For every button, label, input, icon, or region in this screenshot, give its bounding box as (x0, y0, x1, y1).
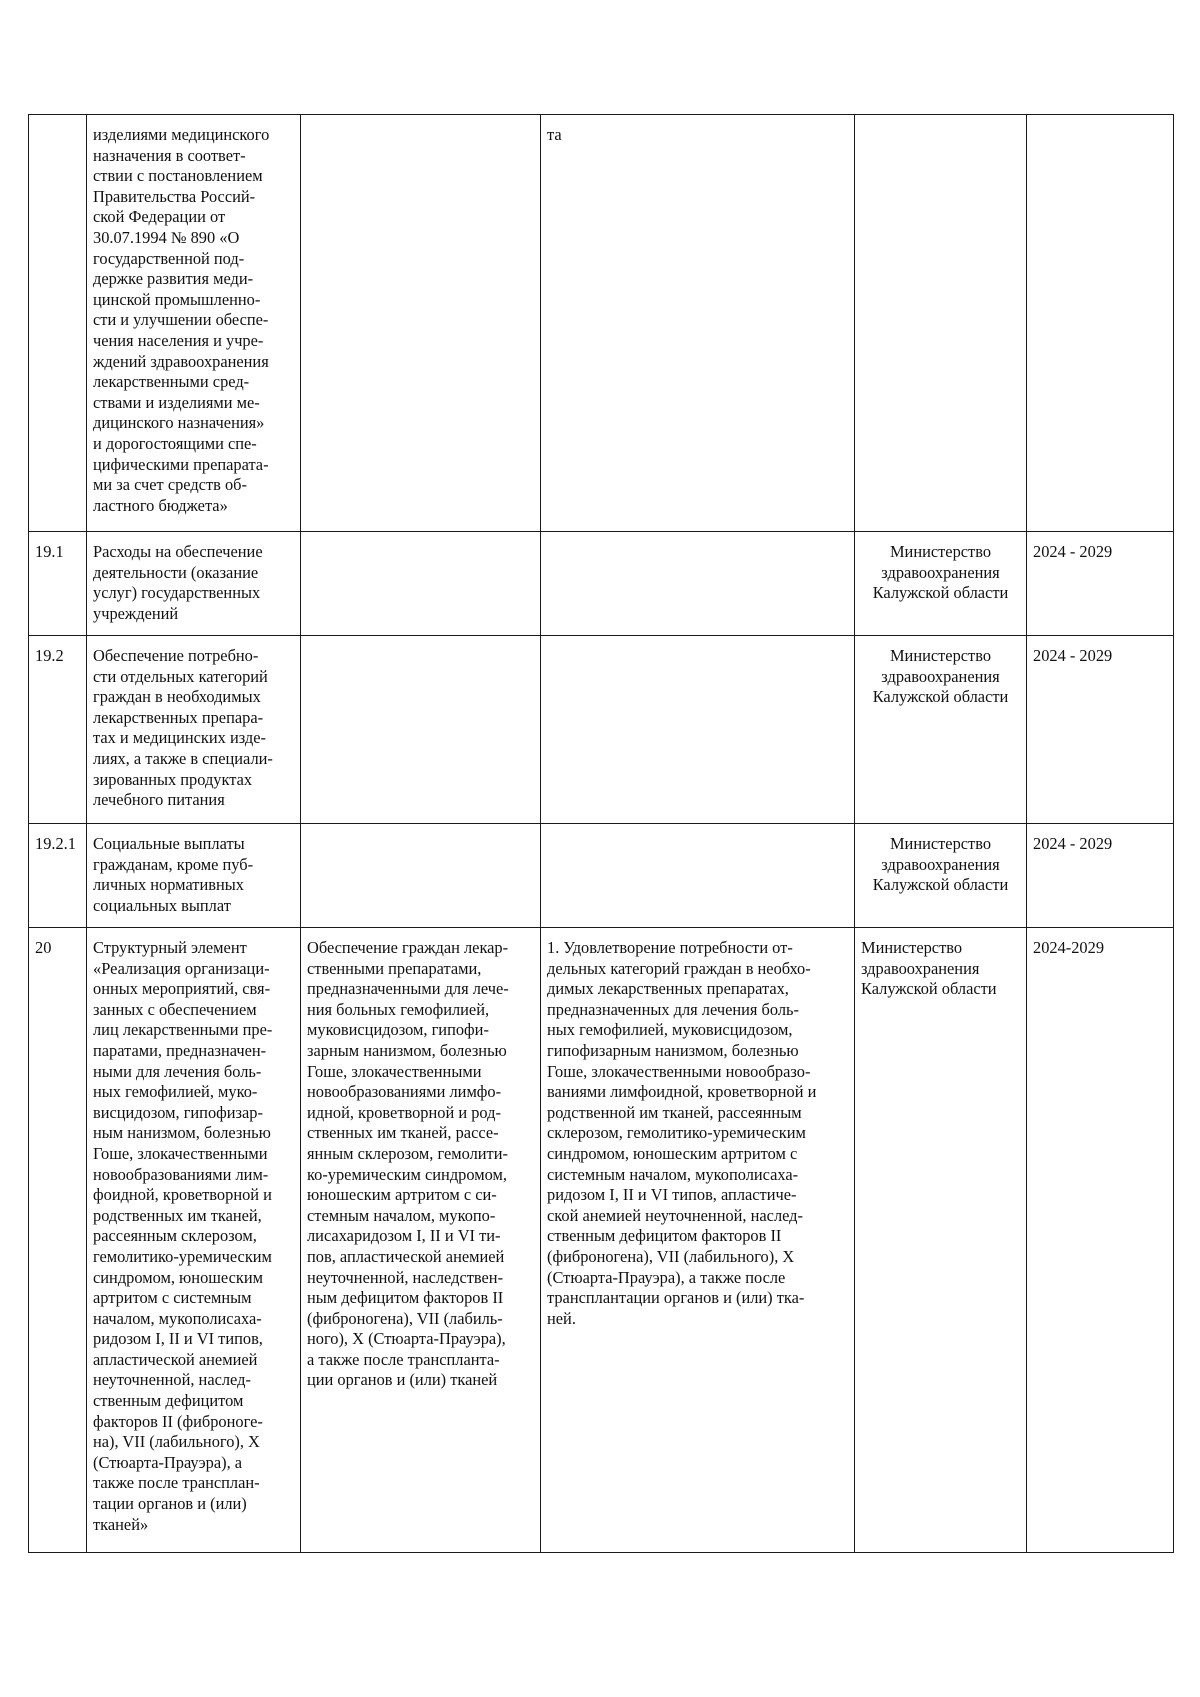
responsible-cell (855, 115, 1027, 532)
task-cell: Обеспечение граждан лекар- ственными препаратами, предназначенными для лече- ния больных гемофилией, муковисцидозом, гипофи- зарным нанизмом, болезнью Гоше, злокачественными новообразованиями лимфо- идной, кроветворной и род- ственных им тканей, рассе- янным склерозом, гемолити- ко-уремическим синдромом, юношеским артритом с си- стемным началом, мукопо- лисахаридозом I, II и VI ти- пов, апластической анемией неуточненной, наследствен- ным дефицитом факторов II (фиброногена), VII (лабиль- ного), X (Стюарта-Прауэра), а также после транспланта- ции органов и (или) тканей (301, 928, 541, 1553)
item-name-cell: Структурный элемент «Реализация организаци- онных мероприятий, свя- занных с обеспечением лиц лекарственными пре- паратами, предназначен- ными для лечения боль- ных гемофилией, муко- висцидозом, гипофизар- ным нанизмом, болезнью Гоше, злокачественными новообразованиями лим- фоидной, кроветворной и родственных им тканей, рассеянным склерозом, гемолитико-уремическим синдромом, юношеским артритом с системным началом, мукополисаха- ридозом I, II и VI типов, апластической анемией неуточненной, наслед- ственным дефицитом факторов II (фиброноге- на), VII (лабильного), X (Стюарта-Прауэра), а также после трансплан- тации органов и (или) тканей» (87, 928, 301, 1553)
table-row (29, 115, 1174, 532)
table-row (29, 928, 1174, 1553)
row-number-cell: 19.1 (29, 532, 87, 636)
result-cell (541, 532, 855, 636)
item-name-cell: изделиями медицинского назначения в соответ- ствии с постановлением Правительства Россий- ской Федерации от 30.07.1994 № 890 «О государственной под- держке развития меди- цинской промышленно- сти и улучшении обеспе- чения населения и учре- ждений здравоохранения лекарственными сред- ствами и изделиями ме- дицинского назначения» и дорогостоящими спе- цифическими препарата- ми за счет средств об- ластного бюджета» (87, 115, 301, 532)
task-cell (301, 115, 541, 532)
result-cell: 1. Удовлетворение потребности от- дельных категорий граждан в необхо- димых лекарственных препаратах, предназначенных для лечения боль- ных гемофилией, муковисцидозом, гипофизарным нанизмом, болезнью Гоше, злокачественными новообразо- ваниями лимфоидной, кроветворной и родственной им тканей, рассеянным склерозом, гемолитико-уремическим синдромом, юношеским артритом с системным началом, мукополисаха- ридозом I, II и VI типов, апластиче- ской анемией неуточненной, наслед- ственным дефицитом факторов II (фиброногена), VII (лабильного), X (Стюарта-Прауэра), а также после трансплантации органов и (или) тка- ней. (541, 928, 855, 1553)
period-cell (1027, 115, 1174, 532)
period-cell: 2024 - 2029 (1027, 824, 1174, 928)
row-number-cell: 19.2 (29, 636, 87, 824)
table-row (29, 636, 1174, 824)
result-cell (541, 636, 855, 824)
result-cell (541, 824, 855, 928)
result-cell: та (541, 115, 855, 532)
period-cell: 2024-2029 (1027, 928, 1174, 1553)
row-number-cell: 19.2.1 (29, 824, 87, 928)
responsible-cell: Министерство здравоохранения Калужской области (855, 824, 1027, 928)
program-table (28, 114, 1174, 1553)
item-name-cell: Социальные выплаты гражданам, кроме пуб- личных нормативных социальных выплат (87, 824, 301, 928)
row-number-cell: 20 (29, 928, 87, 1553)
task-cell (301, 824, 541, 928)
item-name-cell: Расходы на обеспечение деятельности (оказание услуг) государственных учреждений (87, 532, 301, 636)
table-row (29, 824, 1174, 928)
row-number-cell (29, 115, 87, 532)
period-cell: 2024 - 2029 (1027, 532, 1174, 636)
item-name-cell: Обеспечение потребно- сти отдельных категорий граждан в необходимых лекарственных препара- тах и медицинских изде- лиях, а также в специали- зированных продуктах лечебного питания (87, 636, 301, 824)
responsible-cell: Министерство здравоохранения Калужской области (855, 532, 1027, 636)
period-cell: 2024 - 2029 (1027, 636, 1174, 824)
responsible-cell: Министерство здравоохранения Калужской области (855, 636, 1027, 824)
table-row (29, 532, 1174, 636)
task-cell (301, 636, 541, 824)
responsible-cell: Министерство здравоохранения Калужской области (855, 928, 1027, 1553)
task-cell (301, 532, 541, 636)
